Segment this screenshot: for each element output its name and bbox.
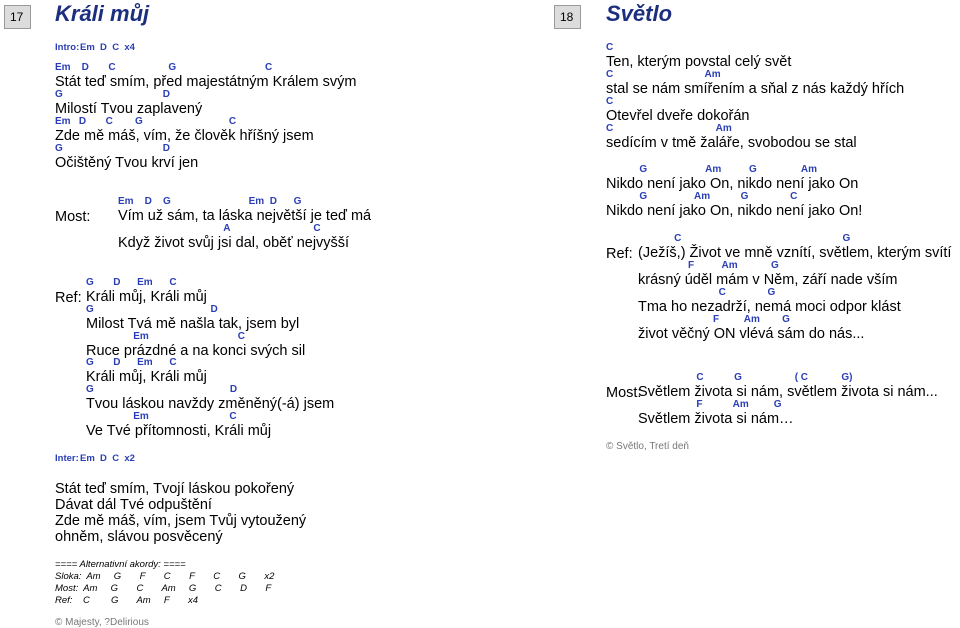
lyric-line: Ruce prázdné a na konci svých sil [86,343,306,359]
lyric-line: Očištěný Tvou krví jen [55,155,199,171]
lyric-line: Otevřel dveře dokořán [606,108,750,124]
lyric-line: Nikdo není jako On, nikdo není jako On [606,176,859,192]
lyric-line: Tvou láskou navždy změněný(-á) jsem [86,396,335,412]
song-title: Králi můj [55,1,150,26]
lyric-line: Vím už sám, ta láska největší je teď má [118,208,372,224]
chord-line: Em D C G C [55,116,237,127]
inter-label: Inter: [55,453,79,464]
alt-chords-row: Ref: C G Am F x4 [55,595,199,606]
lyric-line: Světlem života si nám, světlem života si nám... [638,384,938,400]
chord-line: C Am [606,123,732,134]
alt-chords-row: Sloka: Am G F C F C G x2 [55,571,275,582]
lyric-line: stal se nám smířením a sňal z nás každý hřích [606,81,905,97]
copyright: © Světlo, Tretí deň [606,441,689,452]
ref-label: Ref: [55,290,82,306]
lyric-line: Nikdo není jako On, nikdo není jako On! [606,203,863,219]
chord-line: C [606,96,614,107]
lyric-line: život věčný ON vlévá sám do nás... [638,326,865,342]
chord-line: G D [55,143,171,154]
song-title: Světlo [606,1,673,26]
copyright: © Majesty, ?Delirious [55,617,149,628]
chord-line: Em D C G C [55,62,273,73]
chord-line: G D [86,384,238,395]
alt-chords-header: ==== Alternativní akordy: ==== [55,559,186,570]
chord-line: A C [118,223,321,234]
most-label: Most: [606,385,642,401]
chord-line: F Am G [638,399,782,410]
lyric-line: Zde mě máš, vím, jsem Tvůj vytoužený [55,513,307,529]
chord-line: C G ( C G) [638,372,853,383]
ref-label: Ref: [606,246,633,262]
alt-chords-row: Most: Am G C Am G C D F [55,583,272,594]
lyric-line: Tma ho nezadrží, nemá moci odpor klást [638,299,901,315]
lyric-line: Ve Tvé přítomnosti, Králi můj [86,423,272,439]
chord-line: C G [638,287,776,298]
lyric-line: (Ježíš,) Život ve mně vznítí, světlem, kterým svítí [638,245,952,261]
chord-line: F Am G [638,314,790,325]
chord-line: G D [55,89,171,100]
lyric-line: Když život svůj jsi dal, oběť nejvyšší [118,235,350,251]
lyric-line: Milost Tvá mě našla tak, jsem byl [86,316,300,332]
lyric-line: sedícím v tmě žaláře, svobodou se stal [606,135,857,151]
chord-line: G Am G C [606,191,798,202]
lyric-line: Stát teď smím, Tvojí láskou pokořený [55,481,295,497]
chord-line: G D Em C [86,357,177,368]
lyric-line: Zde mě máš, vím, že člověk hříšný jsem [55,128,314,144]
chord-line: C G [638,233,851,244]
lyric-line: Milostí Tvou zaplavený [55,101,203,117]
lyric-line: Ten, kterým povstal celý svět [606,54,792,70]
lyric-line: ohněm, slávou posvěcený [55,529,223,545]
chord-line: Em C [86,331,245,342]
chord-line: G Am G Am [606,164,817,175]
intro-chords: Em D C x4 [80,42,135,53]
chord-line: G D [86,304,218,315]
chord-line: G D Em C [86,277,177,288]
lyric-line: Světlem života si nám… [638,411,794,427]
lyric-line: krásný úděl mám v Něm, září nade vším [638,272,898,288]
inter-chords: Em D C x2 [80,453,135,464]
song-number: 17 [4,5,31,29]
chord-line: C [606,42,614,53]
song-number: 18 [554,5,581,29]
lyric-line: Králi můj, Králi můj [86,289,207,305]
most-label: Most: [55,209,91,225]
lyric-line: Králi můj, Králi můj [86,369,207,385]
chord-line: Em D G Em D G [118,196,302,207]
chord-line: C Am [606,69,721,80]
lyric-line: Stát teď smím, před majestátným Králem svým [55,74,357,90]
chord-line: F Am G [638,260,779,271]
chord-line: Em C [86,411,237,422]
lyric-line: Dávat dál Tvé odpuštění [55,497,212,513]
intro-label: Intro: [55,42,80,53]
